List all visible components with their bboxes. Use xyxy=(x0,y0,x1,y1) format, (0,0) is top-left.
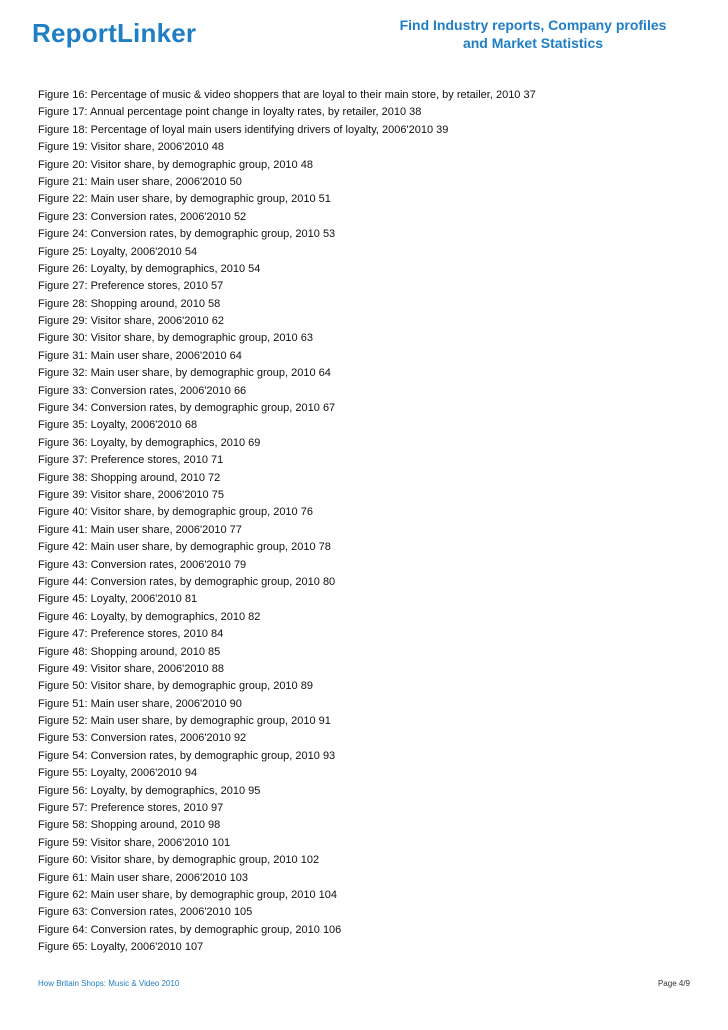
figure-list-item: Figure 24: Conversion rates, by demographic group, 2010 53 xyxy=(38,228,336,241)
figure-list-item: Figure 47: Preference stores, 2010 84 xyxy=(38,628,224,641)
figure-list-item: Figure 53: Conversion rates, 2006'2010 92 xyxy=(38,732,247,745)
figure-list-item: Figure 22: Main user share, by demographic group, 2010 51 xyxy=(38,193,331,206)
tagline-line-2: and Market Statistics xyxy=(462,35,604,51)
figure-list-item: Figure 37: Preference stores, 2010 71 xyxy=(38,454,224,467)
figure-list-item: Figure 33: Conversion rates, 2006'2010 66 xyxy=(38,384,247,397)
figure-list-item: Figure 46: Loyalty, by demographics, 2010 82 xyxy=(38,610,261,623)
figure-list-item: Figure 58: Shopping around, 2010 98 xyxy=(38,819,221,832)
figure-list-item: Figure 48: Shopping around, 2010 85 xyxy=(38,645,221,658)
figure-list-item: Figure 21: Main user share, 2006'2010 50 xyxy=(38,175,242,188)
header-tagline xyxy=(388,16,678,52)
figure-list-item: Figure 49: Visitor share, 2006'2010 88 xyxy=(38,662,224,675)
figure-list-item: Figure 60: Visitor share, by demographic group, 2010 102 xyxy=(38,854,320,867)
figure-list-item: Figure 38: Shopping around, 2010 72 xyxy=(38,471,221,484)
figure-list-item: Figure 56: Loyalty, by demographics, 2010 95 xyxy=(38,784,261,797)
figure-list-item: Figure 64: Conversion rates, by demographic group, 2010 106 xyxy=(38,923,342,936)
figure-list-item: Figure 44: Conversion rates, by demographic group, 2010 80 xyxy=(38,575,336,588)
figure-list-item: Figure 36: Loyalty, by demographics, 2010 69 xyxy=(38,436,261,449)
figure-list-item: Figure 51: Main user share, 2006'2010 90 xyxy=(38,697,242,710)
figure-list-item: Figure 43: Conversion rates, 2006'2010 79 xyxy=(38,558,247,571)
reportlinker-logo[interactable]: ReportLinker xyxy=(32,18,197,48)
figure-list-item: Figure 20: Visitor share, by demographic group, 2010 48 xyxy=(38,158,313,171)
figure-list-item: Figure 19: Visitor share, 2006'2010 48 xyxy=(38,141,224,154)
figure-list-item: Figure 32: Main user share, by demographic group, 2010 64 xyxy=(38,367,331,380)
page-number: Page 4/9 xyxy=(657,979,690,988)
figure-list xyxy=(38,87,698,957)
figure-list-item: Figure 17: Annual percentage point change in loyalty rates, by retailer, 2010 38 xyxy=(38,106,422,119)
figure-list-item: Figure 52: Main user share, by demographic group, 2010 91 xyxy=(38,715,331,728)
figure-list-item: Figure 28: Shopping around, 2010 58 xyxy=(38,297,221,310)
figure-list-item: Figure 25: Loyalty, 2006'2010 54 xyxy=(38,245,198,258)
figure-list-item: Figure 40: Visitor share, by demographic group, 2010 76 xyxy=(38,506,313,519)
figure-list-item: Figure 27: Preference stores, 2010 57 xyxy=(38,280,224,293)
figure-list-item: Figure 26: Loyalty, by demographics, 2010 54 xyxy=(38,262,261,275)
figure-list-item: Figure 35: Loyalty, 2006'2010 68 xyxy=(38,419,198,432)
figure-list-item: Figure 54: Conversion rates, by demographic group, 2010 93 xyxy=(38,749,336,762)
figure-list-item: Figure 16: Percentage of music & video shoppers that are loyal to their main store, by retailer, 2010 37 xyxy=(38,89,536,101)
tagline-line-1: Find Industry reports, Company profiles xyxy=(399,17,667,33)
figure-list-item: Figure 41: Main user share, 2006'2010 77 xyxy=(38,523,242,536)
figure-list-item: Figure 65: Loyalty, 2006'2010 107 xyxy=(38,941,204,954)
figure-list-item: Figure 57: Preference stores, 2010 97 xyxy=(38,802,224,815)
figure-list-item: Figure 18: Percentage of loyal main users identifying drivers of loyalty, 2006'2010 39 xyxy=(38,123,449,136)
figure-list-item: Figure 55: Loyalty, 2006'2010 94 xyxy=(38,767,198,780)
figure-list-item: Figure 59: Visitor share, 2006'2010 101 xyxy=(38,836,231,849)
figure-list-item: Figure 50: Visitor share, by demographic group, 2010 89 xyxy=(38,680,313,693)
figure-list-item: Figure 29: Visitor share, 2006'2010 62 xyxy=(38,315,224,328)
figure-list-item: Figure 23: Conversion rates, 2006'2010 52 xyxy=(38,210,247,223)
figure-list-item: Figure 34: Conversion rates, by demographic group, 2010 67 xyxy=(38,402,336,415)
figure-list-item: Figure 39: Visitor share, 2006'2010 75 xyxy=(38,488,224,501)
figure-list-item: Figure 30: Visitor share, by demographic group, 2010 63 xyxy=(38,332,313,345)
figure-list-item: Figure 31: Main user share, 2006'2010 64 xyxy=(38,349,242,362)
figure-list-item: Figure 45: Loyalty, 2006'2010 81 xyxy=(38,593,198,606)
figure-list-item: Figure 61: Main user share, 2006'2010 103 xyxy=(38,871,249,884)
figure-list-item: Figure 63: Conversion rates, 2006'2010 105 xyxy=(38,906,253,919)
report-title-link[interactable]: How Britain Shops: Music & Video 2010 xyxy=(38,979,180,988)
figure-list-item: Figure 42: Main user share, by demographic group, 2010 78 xyxy=(38,541,331,554)
figure-list-item: Figure 62: Main user share, by demographic group, 2010 104 xyxy=(38,888,338,901)
